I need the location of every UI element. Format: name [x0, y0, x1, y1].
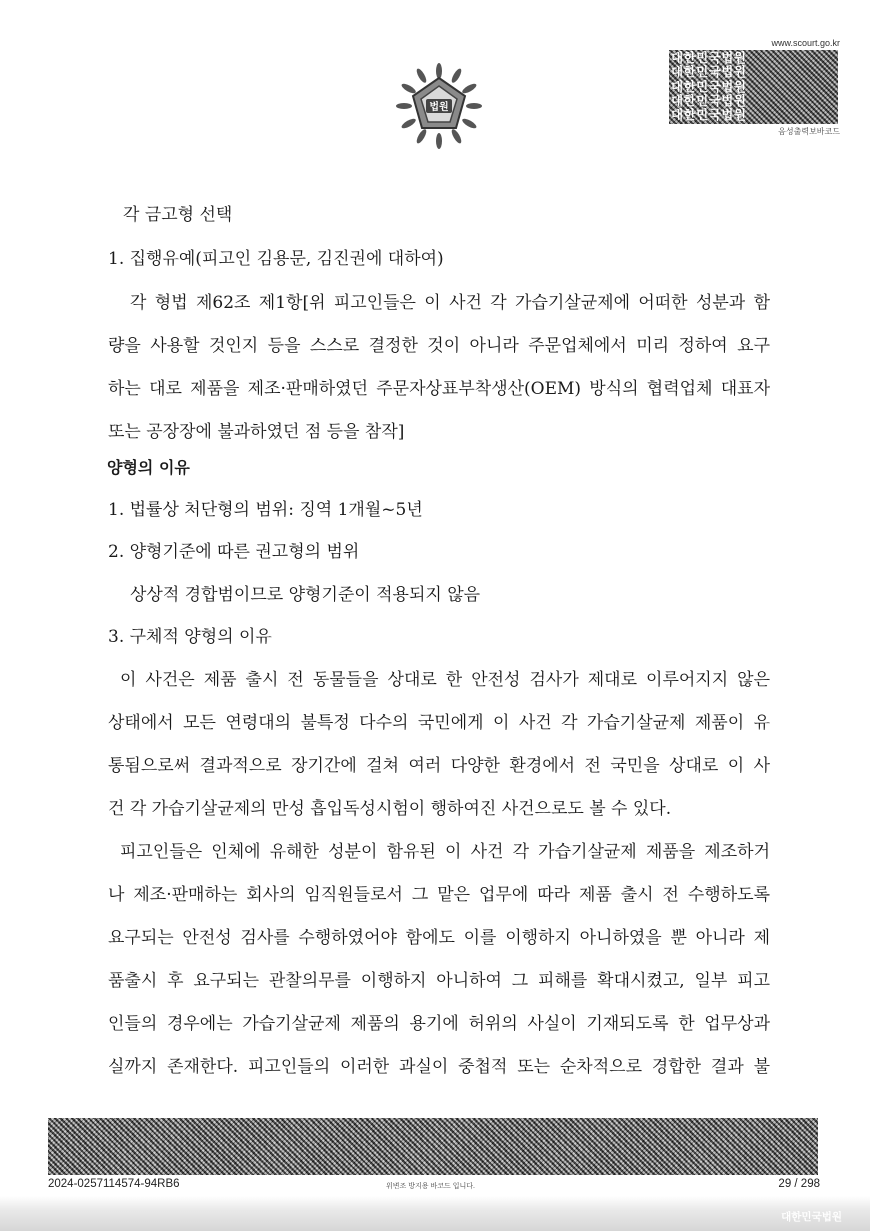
- emblem-icon: [393, 62, 485, 150]
- list-item-specific-reasons: 3. 구체적 양형의 이유: [108, 627, 272, 647]
- paragraph-line: 이 사건은 제품 출시 전 동물들을 상대로 한 안전성 검사가 제대로 이루어지지 않은: [120, 670, 770, 690]
- paragraph-line: 하는 대로 제품을 제조·판매하였던 주문자상표부착생산(OEM) 방식의 협력업체 대표자: [108, 379, 770, 399]
- qr-line: 대한민국법원: [671, 92, 747, 108]
- qr-line: 대한민국법원: [671, 107, 747, 123]
- footer-brand: 대한민국법원: [781, 1211, 842, 1223]
- court-emblem: [393, 62, 485, 150]
- anti-forgery-barcode: [48, 1118, 818, 1175]
- document-id: 2024-0257114574-94RB6: [48, 1178, 180, 1190]
- section-title-probation: 1. 집행유예(피고인 김용문, 김진권에 대하여): [108, 249, 444, 269]
- footer-band: [0, 1196, 870, 1231]
- paragraph-line: 품출시 후 요구되는 관찰의무를 이행하지 아니하여 그 피해를 확대시켰고, 일부 피고: [108, 971, 770, 991]
- paragraph-line: 량을 사용할 것인지 등을 스스로 결정한 것이 아니라 주문업체에서 미리 정하여 요구: [108, 336, 770, 356]
- paragraph-line: 건 각 가습기살균제의 만성 흡입독성시험이 행하여진 사건으로도 볼 수 있다.: [108, 799, 672, 819]
- paragraph-line: 통됨으로써 결과적으로 장기간에 걸쳐 여러 다양한 환경에서 전 국민을 상대로 이 사: [108, 756, 770, 776]
- paragraph-line: 상태에서 모든 연령대의 불특정 다수의 국민에게 이 사건 각 가습기살균제 제품이 유: [108, 713, 770, 733]
- paragraph-line: 나 제조·판매하는 회사의 임직원들로서 그 맡은 업무에 따라 제품 출시 전 수행하도록: [108, 885, 770, 905]
- qr-line: 대한민국법원: [671, 50, 747, 65]
- qr-text-block: [671, 51, 761, 122]
- paragraph-line: 각 형법 제62조 제1항[위 피고인들은 이 사건 각 가습기살균제에 어떠한 성분과 함: [130, 293, 770, 313]
- paragraph-line: 요구되는 안전성 검사를 수행하였어야 함에도 이를 이행하지 아니하였을 뿐 아니라 제: [108, 928, 770, 948]
- verification-qr-code: [669, 50, 838, 124]
- barcode-notice: 위변조 방지용 바코드 입니다.: [386, 1183, 475, 1190]
- paragraph-line: 또는 공장장에 불과하였던 점 등을 참작]: [108, 422, 405, 442]
- guideline-detail: 상상적 경합범이므로 양형기준이 적용되지 않음: [130, 585, 481, 605]
- qr-line: 대한민국법원: [671, 78, 747, 94]
- qr-caption: 음성출력보바코드: [778, 127, 840, 136]
- paragraph-line: 인들의 경우에는 가습기살균제 제품의 용기에 허위의 사실이 기재되도록 한 업무상과: [108, 1014, 770, 1034]
- list-item-statutory-range: 1. 법률상 처단형의 범위: 징역 1개월~5년: [108, 500, 423, 520]
- page-number: 29 / 298: [778, 1178, 820, 1190]
- paragraph-line: 실까지 존재한다. 피고인들의 이러한 과실이 중첩적 또는 순차적으로 경합한 결과 불: [108, 1057, 770, 1077]
- sentencing-reasons-heading: 양형의 이유: [107, 458, 190, 477]
- qr-line: 대한민국법원: [671, 64, 747, 80]
- emblem-label: 법원: [429, 102, 449, 113]
- qr-url: www.scourt.go.kr: [771, 38, 840, 48]
- sentence-choice-line: 각 금고형 선택: [123, 205, 233, 225]
- list-item-guideline-range: 2. 양형기준에 따른 권고형의 범위: [108, 542, 360, 562]
- paragraph-line: 피고인들은 인체에 유해한 성분이 함유된 이 사건 각 가습기살균제 제품을 제조하거: [120, 842, 770, 862]
